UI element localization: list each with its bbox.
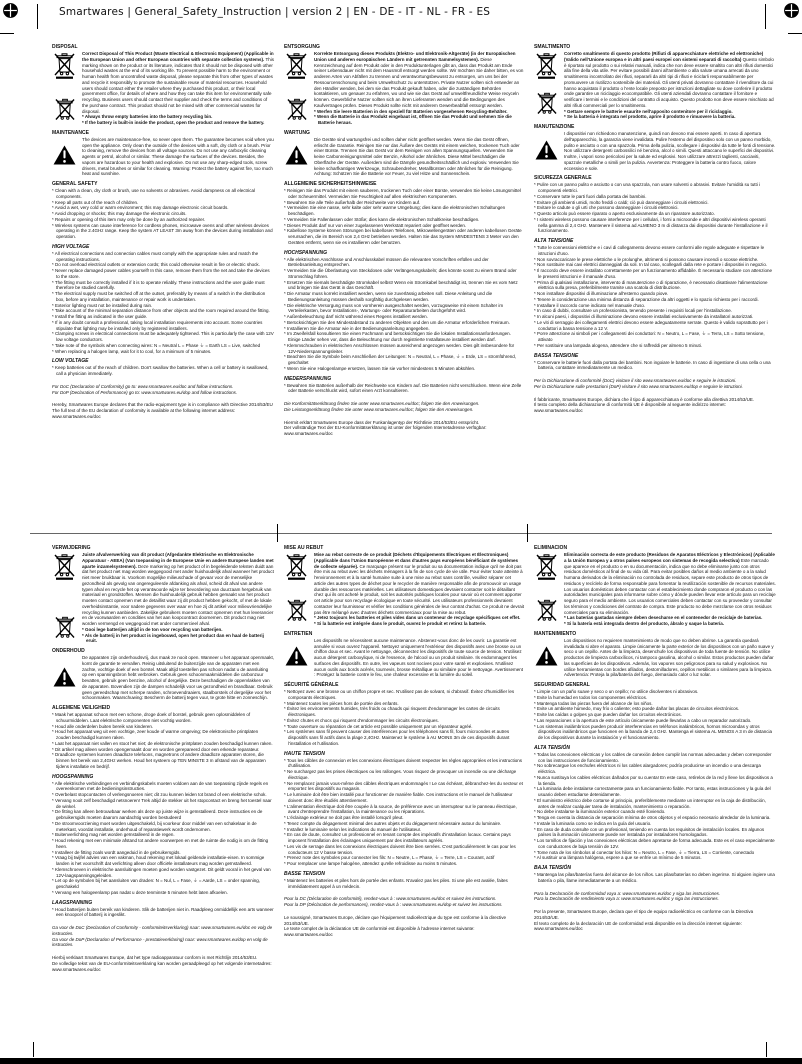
safety-section-title: GENERAL SAFETY [52,181,98,187]
declaration-line: Il fabbricante, Smartwares Europe, dichiara che il tipo di apparecchiatura è conforme alla direttiva 2014/53/UE. [534,396,755,402]
safety-instruction-line: * Installeer de fitting zoals wordt aangeduid in de gebruikersgids. [52,849,181,855]
safety-instruction-line: * The electrical supply must be switched off at the outset, preferably by means of a switch in the distribution box, before any installation, maintenance or repair work is undertaken. [52,291,266,302]
safety-instruction-line: * Ne surchargez pas les prises électriques ou les rallonges. Vous risquez de provoquer un incendie ou une décharge électrique. [284,769,517,780]
safety-instruction-line: * Houd batterijen buiten bereik van kinderen. Slik de batterijen niet in. Raadpleeg onmiddellijk een arts wanneer een knoopcel of batterij is ingeslikt. [52,906,274,918]
safety-section-title: SICUREZZA GENERALE [534,175,592,182]
maintenance-section [52,655,274,701]
safety-instruction-line: * Repairs or opening of this item may only be done by an authorized repairer. [52,216,206,222]
safety-sections [52,705,274,918]
doc-dop-links [284,401,524,413]
safety-section-title: ALTA TENSIONE [534,238,574,244]
disposal-body-text: Questo simbolo è riportato sul prodotto o sui relativi manuali, indica che non deve essere smaltito con altri rifiuti domestici alla fine della vita utile. Per evitare possibili danni all'ambiente o alla salute umana arrecati da uno smaltimento incontrollato dei rifiuti, separarli da altri tipi di rifiuti e riciclarli responsabilmente per promuovere un riutilizzo sostenibile dei materiali. Gli utenti privati dovranno contattare il rivenditore da cui hanno acquistato il prodotto o l'ente locale preposto per istruzioni dettagliate su dove conferire il prodotto onde garantire un riciclaggio ecocompatibile. Gli utenti aziendali dovranno contattare il fornitore e verificare i termini e le condizioni del contratto di acquisto. Questo prodotto non deve essere mischiato ad altri rifiuti commerciali per lo smaltimento. [564,56,774,108]
safety-instruction-line: * Ne remplacez jamais vous-même des câbles électriques endommagés ! Le cas échéant, débranchez-les du secteur et emportez les dispositifs au magasin. [284,780,523,792]
battery-bullet-line: * Gettare sempre le batterie esaurite nell'apposito contenitore per il riciclaggio. [564,108,733,114]
doc-dop-links [52,384,274,396]
battery-bullet-line: * If the battery is built-in inside the product, open the product and remove the battery. [82,120,265,125]
safety-instruction-line: * Conservare tutte le parti fuori dalla portata dei bambini. [534,193,647,199]
weee-bin-barred-icon [536,53,557,79]
maintenance-body-text: I dispositivi non richiedono manutenzione, quindi non devono mai essere aperti. In caso di apertura dell'apparecchio, la garanzia viene invalidata. Pulire l'esterno del dispositivo solo con un panno morbido, pulito e asciutto o con una spazzola. Prima della pulizia, scollegare i dispositivi da tutte le fonti di tensione. Non utilizzare detergenti carbossilici né benzina, alcol o simili. Questi attaccano le superfici dei dispositivi. Inoltre, i vapori sono pericolosi per la salute ed esplosivi. Non utilizzare attrezzi taglienti, cacciaviti, spazzole metalliche o simili per la pulizia. Avvertenza: Proteggere la batteria contro fuoco, calore eccessivo e sole. [564,131,776,171]
maintenance-section [52,137,274,177]
disposal-icon-column [284,552,309,627]
safety-instruction-line: * Clamping screws in electrical connections must be adequately tightened. This is particularly the case with 12V low voltage conductors. [52,331,274,342]
safety-instruction-line: * Pour remplacer une lampe halogène, attendez qu'elle refroidisse au moins 5 minutes. [284,861,458,866]
language-block-es [534,545,776,1050]
language-block-nl [52,545,274,1050]
safety-instruction-line: * Évitez chutes et chocs qui risquent d'endommager les circuits électroniques. [284,717,439,723]
maintenance-section [534,638,776,678]
maintenance-icon-column [284,638,309,678]
safety-instruction-line: * When replacing a halogen lamp, wait for it to cool, for a minimum of 5 minutes. [52,348,212,354]
disposal-body-text: Ce marquage présent sur le produit ou sa documentation indique qu'il ne doit pas être mis au rebut avec les déchets ménagers à la fin de son cycle de vie utile. Pour éviter toute atteinte à l'environnement et à la santé humaine suite à une mise au rebut sans contrôle, veuillez séparer cet article des autres types de déchet pour le recycler de manière responsable afin de promouvoir un usage durable des ressources matérielles. Les utilisateurs domestiques devraient contacter soit le détaillant chez qui ils ont acheté le produit, soit les autorités publiques locales pour savoir où et comment apporter cet article pour son recyclage écologique en toute sécurité. Les utilisateurs professionnels devraient contacter leur fournisseur et vérifier les conditions générales de leur contrat d'achat. Ce produit ne devrait pas être mélangé avec d'autres déchets commerciaux pour la mise au rebut. [314,563,524,615]
safety-instruction-line: * Evite un ambiente húmedo, muy frío o caliente; esto puede dañar las placas de circuitos electrónicos. [534,706,740,712]
disposal-lead-text: Corretto smaltimento di questo prodotto (Rifiuti di apparecchiature elettriche ed elettroniche) (Valido nell'Unione europea e in altri paesi europei con sistemi separati di raccolta) [564,51,764,62]
doc-link-line: Per la Dichiarazione di conformité (DoC) visitare il sito www.smartwares.eu/doc e seguire le istruzioni. [534,378,737,383]
safety-instruction-line: * Evite las caídas o golpes ya que pueden dañar los circuitos electrónicos. [534,712,682,717]
disposal-lead-text: Correct Disposal of This Product (Waste Electrical & Electronic Equipment) (Applicable in the European Union and other European countries with separate collection systems). [82,51,274,62]
weee-bin-icon [287,599,307,622]
safety-section-title: SEGURIDAD GENERAL [534,682,590,688]
safety-instruction-line: * Prima di qualsiasi installazione, intervento di manutenzione o di riparazione, è necessario disattivare l'alimentazione elettrica sulla presa, preferibilmente tramite una scatola di distribuzione. [534,279,768,291]
safety-instruction-line: * Vervang nooit zelf beschadigd netsnoeren! Trek altijd de stekker uit het stopcontact en breng het toestel naar de winkel. [52,797,272,809]
safety-instruction-line: * Kabellose Systeme können Störungen bei kabellosen Telefonen, Mikrowellengeräten oder anderen kabellosen Geräte verursachen, die im Bereich von 2,4 GHz betrieben werden. Halten Sie das System MINDESTENS 3 Meter von den Geräten entfernt, wenn sie es installieren oder benutzen. [284,228,522,245]
safety-instruction-line: * Exterior lighting must not be installed during rain. [52,302,153,308]
safety-instruction-line: * Non sovraccaricare le prese elettriche o le prolunghe, altrimenti si possono causare incendi o scosse elettriche. [534,256,759,262]
safety-instruction-line: * Porre attenzione ai simboli per i collegamenti dei conduttori: N = Neutro, L = Fase, ⏚ = Terra, LS = Sotto tensione, attivato [534,331,765,342]
battery-disposal-bullets [564,109,776,121]
maintenance-icon-column [534,638,559,678]
safety-instruction-line: * Nunca sustituya los cables eléctricos dañados por su cuenta! En este caso, retírelos de la red y lleve los dispositivos a la tienda. [534,774,773,786]
disposal-icon-column [284,51,309,126]
safety-instruction-line: * Wireless systems can cause interference for cordless phones, microwave ovens and other wireless devices operating in the 2.4GHz range. Keep the system AT LEAST 3m away from the devices during installation and operation. [52,222,273,239]
safety-instruction-line: * Maintenez toutes les pièces hors de portée des enfants. [284,700,399,706]
safety-instruction-line: * Die elektrische Versorgung muss von vornherein ausgeschaltet werden, vorzugsweise mit einem Schalter im Verteilerkasten, bevor Installations-, Wartungs- oder Reparaturarbeiten durchgeführt wird. [284,302,504,314]
safety-instruction-line: * No debe instalarse la iluminación exterior cuando esté lloviendo. [534,809,666,815]
disposal-lead-text: Eliminación correcta de este producto (Residuos de Aparatos Eléctricos y Electrónicos) (Aplicable a la Unión Europea y a otros países europeos con sistemas de recogida selectiva) [564,552,775,563]
safety-instruction-line: * Limpie con un paño suave y seco o un cepillo; no utilice disolventes ni abrasivos. [534,689,699,694]
battery-bullet-line: * Si la batería está integrada dentro del producto, ábralo y saque la batería. [564,621,725,626]
disposal-section [534,552,776,627]
safety-instruction-line: * Laat het apparaat niet vallen en stoot het niet; de elektronische printplaten zouden beschadigd kunnen raken. [52,740,273,746]
disposal-paragraph [314,552,524,615]
doc-dop-links [534,378,776,390]
weee-bin-icon [537,599,557,622]
safety-instruction-line: * Vervang een halogeenlamp pas nadat u deze tenminste 5 minuten hebt laten afkoelen. [52,889,228,895]
safety-instruction-line: * Wenn Sie eine Halogenlampe ersetzen, lassen Sie sie vorher mindestens 5 Minuten abkühlen. [284,365,476,371]
safety-instruction-line: * Dieses Produkt darf nur von einer zugelassenen Werkstatt repariert oder geöffnet werden. [284,222,467,228]
disposal-section [52,552,274,644]
declaration-line: Hereby, Smartwares Europe declares that the radio-equipment type is in compliance with Directive 2014/53/EU [52,402,273,408]
warning-triangle-icon [53,667,76,687]
disposal-lead-text: Juiste afvalverwerking van dit product (Afgedankte Elektrische en Elektronische Apparatuur - AEEA) (Van toepassing in de Europese Unie en andere Europese landen met aparte inzamelsystemen). [82,552,274,569]
crop-mark [788,33,802,34]
disposal-body-text: Deze markering op het product of in begeleidende teksten duidt aan dat het product niet mag worden weggegooid met ander huishoudelijk afval wanneer het product niet meer bruikbaar is. Voorkom mogelijke milieuschade of gevaar voor de menselijke gezondheid als gevolg van ongereguleerde afdanking als afval, scheid dit afval van andere typen afval en recycle het op verantwoorde wijze ter bevordering van duurzaam hergebruik van materiaal en grondstoffen. Mensen die huishoudelijk gebruik hebben gemaakt van het product moeten contact opnemen met de detaillist waar zij dit product hebben gekocht, of met de lokale overheidsinstantie, voor nadere gegevens over waar en hoe zij dit artikel voor milieuvriendelijke recycling kunnen aanbieden. Zakelijke gebruikers moeten contact opnemen met hun leverancier en de voorwaarden en condities van het aan koopcontract doornemen. Dit product mag niet worden vermengd en weggegooid met ander commercieel afval. [82,563,274,626]
maintenance-section-title: MANTENIMIENTO [534,630,577,637]
battery-disposal-bullets [82,627,274,644]
safety-instruction-line: * Evite la humedad en todos los componentes eléctricos. [534,694,648,700]
disposal-icon-column [52,51,77,126]
battery-disposal-bullets [314,615,524,627]
safety-instruction-line: * Tenga en cuenta la distancia de separación mínima de otros objetos y el espacio necesario alrededor de la luminaria. [534,815,771,820]
battery-disposal-bullets [314,109,524,126]
weee-bin-icon [55,616,75,639]
safety-instruction-line: * Questo articolo può essere riparato o aperto esclusivamente da un riparatore autorizzato. [534,211,715,216]
safety-instruction-line: * El suministro eléctrico debe cortarse al principio, preferiblemente mediante un interruptor en la caja de distribución, antes de realizar cualquier tarea de instalación, mantenimiento o reparación. [534,797,766,809]
safety-instruction-line: * Avoid a wet, very cold or warm environment; this may damage electronic circuit boards. [52,205,229,211]
maintenance-body-text: De apparaten zijn onderhoudsvrij, dus maak ze nooit open. Wanneer u het apparaat openmaakt, komt de garantie te vervallen. Reinig uitsluitend de buitenzijde van de apparaten met een zachte, vochtige doek of een borstel. Maak altijd toestellen pas schoon nadat u de aansluiting op een spanningsbron hebt verbroken. Gebruik geen schoonmaakmiddelen die carbonzuur bevatten, gebruik geen benzine, alcohol of dergelijke. Deze beschadigen de oppervlakken van de apparaten. Bovendien zijn de dampen schadelijk voor uw gezondheid en brandbaar. Gebruik geen gereedschap met scherpe randen, schroevendraaiers, staalborstels of dergelijke voor het schoonmaken. Waarschuwing: Bescherm de batterij tegen vuur, te grote hitte en zonneschijn. [82,655,274,701]
safety-instruction-line: * Le luminaire doit être bien installé pour fonctionner de manière fiable. Ces instructions et le manuel de l'utilisateur doivent donc être étudiés attentivement. [284,792,513,803]
disposal-section [534,51,776,120]
safety-section-title: BASSA TENSIONE [534,352,579,359]
maintenance-section-title: WARTUNG [284,129,310,136]
battery-bullet-line: * Als de batterij in het product is ingebouwd, open het product dan en haal de batterij eruit. [82,632,264,644]
weee-bin-icon [55,98,75,121]
safety-section-title: SÉCURITÉ GÉNÉRALE [284,682,339,688]
maintenance-body-text: Die Geräte sind wartungsfrei und sollten daher nicht geöffnet werden. Wenn Sie das Gerät öffnen, erlischt die Garantie. Reinigen Sie nur das Äußere des Geräts mit einem weichen, trockenen Tuch oder einer Bürste. Trennen Sie das Gerät vor dem Reinigen von allen Spannungsquellen. Verwenden Sie keine Carbonreinigungsmittel oder Benzin, Alkohol oder ähnliches. Diese Mittel beschädigen die Oberfläche der Geräte. Außerdem sind die Dämpfe gesundheitsschädlich und explosiv. Verwenden Sie keine scharfkantigen Werkzeuge, Schraubendreher, Metallbürsten oder ähnliches für die Reinigung. Achtung: Schützen Sie die Batterie vor Feuer, zu viel Hitze und Sonnenschein. [314,136,520,177]
safety-instruction-line: * Houd rekening met een minimale afstand tot andere voorwerpen en met de ruimte die nodig is om de fitting heen. [52,838,269,849]
disposal-paragraph [82,552,274,627]
safety-instruction-line: * L'éclairage extérieur ne doit pas être installé lorsqu'il pleut. [284,815,404,820]
battery-bullet-line: * Wenn die Batterie in das Produkt eingebaut ist, öffnen Sie das Produkt und nehmen Sie die Batterie heraus. [314,114,512,125]
maintenance-icon-column [52,137,77,177]
safety-instruction-line: * Installez le luminaire selon les indications du manuel de l'utilisateur. [284,826,422,832]
weee-bin-barred-icon [286,53,307,79]
safety-instruction-line: * I sistemi wireless possono causare interferenze per i cellulari, i forni a microonde e altri dispositivi wireless operanti nella gamma di 2,4 GHz. Mantenere il sistema ad ALMENO 3 m di distanza dai dispositivi durante l'installazione e il funzionamento. [534,216,768,234]
disposal-paragraph [564,552,776,615]
maintenance-section [534,131,776,171]
safety-instruction-line: * Overbelast stopcontacten of verlengsnoeren niet; dit zou kunnen leiden tot brand of een elektrische schok. [52,792,267,797]
safety-section-title: LOW VOLTAGE [52,358,89,365]
maintenance-icon-column [284,137,309,177]
battery-bullet-line: * Se la batteria è integrata nel prodotto, aprire il prodotto e rimuovere la batteria. [564,114,736,120]
eu-declaration [534,909,776,932]
disposal-paragraph [82,51,274,114]
safety-instruction-line: * De stroomvoorziening moet worden uitgeschakeld, bij voorkeur door middel van een schakelaar in de meterkast, voordat installatie, onderhoud of reparatiewerk wordt ondernomen. [52,820,257,832]
declaration-line: www.smartwares.eu/doc [534,408,583,413]
declaration-line: www.smartwares.eu/doc [52,413,101,419]
eu-declaration [284,420,524,437]
safety-sections [52,181,274,377]
doc-dop-links [52,925,274,948]
safety-instruction-line: * Maintenez les batteries et piles hors de portée des enfants. N'avalez pas les piles. Si une pile est avalée, faites immédiatement appel à un médecin. [284,877,508,889]
disposal-section-title: SMALTIMENTO [534,44,571,50]
safety-instruction-line: * En caso de duda consulte con un profesional, teniendo en cuenta los requisitos de instalación locales. En algunos países la iluminación únicamente puede ser instalada por instaladores homologados. [534,826,765,838]
safety-instruction-line: * In caso di dubbi, consultare un professionista, tenendo presente i requisiti locali per l'installazione. [534,308,732,314]
safety-instruction-line: * Do not overload electrical outlets or extension cords; this could otherwise result in fire or electric shock. [52,262,260,268]
safety-instruction-line: * Instale la luminaria como se indica en la guía del usuario. [534,820,652,826]
safety-section-title: HOCHSPANNUNG [284,249,327,256]
safety-instruction-line: * Keep all parts out of the reach of children. [52,199,139,205]
doc-link-line: For DoP (Declaration of Performance) go to: www.smartwares.eu/dop and follow instructions. [52,389,238,395]
doc-link-line: Die Leistungserklärung finden Sie unter www.smartwares.eu/doc; folgen Sie den Anweisungen. [284,406,474,412]
doc-link-line: Pour la DP (Déclaration de performances), rendez-vous à : www.smartwares.eu/dop et suivez les instructions. [284,902,503,907]
safety-instruction-line: * No sobrecargue los enchufes eléctricos ni los cables alargadores; podría producirse un incendio o una descarga eléctrica. [534,763,761,774]
battery-disposal-bullets [82,114,274,126]
safety-instruction-line: * Buitenverlichting mag niet worden geïnstalleerd in de regen. [52,832,175,838]
safety-instruction-line: * Houd het apparaat weg uit een vochtige, zeer koude of warme omgeving; De elektronische printplaten zouden beschadigd kunnen raken. [52,729,259,740]
warning-triangle-icon [53,145,76,165]
safety-instruction-line: * Tome nota de los símbolos al conectar los hilos: N = Neutro, L = Fase, ⏚ = Tierra, LS = Corriente, conectado [534,849,755,855]
safety-instruction-line: * Im Zweifelsfall konsultieren Sie einen Fachmann und berücksichtigen Sie die lokalen Installationsanforderungen. Einige Länder sehen vor, dass die Beleuchtung nur durch registrierte Installateure installiert werden darf. [284,331,511,342]
declaration-line: Le soussigné, Smartwares Europe, déclare que l'équipement radioélectrique du type est conforme à la directive 2014/53/UE. [284,914,506,926]
declaration-line: The full text of the EU declaration of conformity is available at the following internet address: [52,408,236,413]
safety-instruction-line: * Tenere in considerazione una minima distanza di separazione da altri oggetti e lo spazio richiesto per i raccordi. [534,296,759,302]
safety-instruction-line: * Tutte le connessioni elettriche e i cavi di collegamento devono essere conformi alle regole adeguate e rispettare le istruzioni d'uso. [534,245,765,256]
crop-mark [37,4,38,29]
safety-instruction-line: * Prenez note des symboles pour connecter les fils: N = Neutre, L = Phase, ⏚ = Terre, LS = Courant, actif [284,855,495,861]
safety-instruction-line: * Mantenga las pilas/baterías fuera del alcance de los niños. Las pilas/baterías no deben ingerirse. Si alguien ingiere una batería o pila, llame inmediatamente a un médico. [534,872,775,883]
weee-bin-barred-icon [54,53,75,79]
maintenance-icon-column [534,131,559,171]
battery-bullet-line: * Werfen Sie leere Batterien in den speziell für Batterien vorgesehenen Recycling-Behälter. [314,108,508,114]
safety-section-title: HOOGSPANNING [52,773,94,780]
crop-mark [765,4,766,29]
warning-triangle-icon [285,646,308,666]
safety-instruction-line: * Avoid dropping or shocks; this may damage the electronic circuits. [52,211,187,216]
disposal-lead-text: Korrekte Entsorgung dieses Produkts (Elektro- und Elektronik-Altgeräte) (in der Europäischen Union und anderen europäischen Ländern mit getrennten Sammelsystemen). [314,51,516,62]
safety-instruction-line: * Evitare gli ambienti umidi, molto freddi o caldi; ciò può danneggiare i circuiti elettronici. [534,199,709,205]
disposal-section-title: ENTSORGUNG [284,44,320,50]
disposal-icon-column [534,51,559,120]
doc-link-line: Pour la DC (Déclaration de conformité), rendez-vous à : www.smartwares.eu/doc et suivez les instructions. [284,896,497,902]
safety-instruction-line: * Beachten Sie die Symbole beim Anschließen der Leitungen: N = Neutral, L = Phase, ⏚ = Erde, LS = stromführend, geschaltet [284,354,516,365]
safety-instruction-line: * Alle elektrischen Anschlüsse und Anschlusskabel müssen die relevanten Vorschriften erfüllen und der Betriebsanleitung entsprechen. [284,256,489,268]
safety-instruction-line: * In alcuni paesi, i dispositivi di illuminazione devono essere installati esclusivamente da installatori autorizzati. [534,314,754,319]
safety-instruction-line: * Vraag bij twijfel advies van een vakman, houd rekening met lokaal geldende installatie-eisen. In sommige landen is het voorschrift dat verlichting alleen door officiële installateurs mag worden geïnstalleerd. [52,855,265,866]
safety-instruction-line: * Vermeiden Sie die Überlastung von Steckdosen oder Verlängerungskabeln; dies könnte sonst zu einem Brand oder Stromschlag führen. [284,268,517,279]
disposal-paragraph [314,51,524,109]
maintenance-section-title: ENTRETIEN [284,630,313,637]
safety-instruction-line: * Non sostituire mai cavi elettrici danneggiati da soli. In tal caso, scollegarli dalla rete e portare i dispositivi in negozio. [534,262,768,268]
maintenance-section [284,638,524,678]
battery-disposal-bullets [564,615,776,627]
sheet-title: Smartwares | General_Safety_Instruction | version 2 | EN - DE - IT - NL - FR - ES [59,6,491,18]
safety-section-title: HIGH VOLTAGE [52,243,90,250]
disposal-body-text: This marking shown on the product or its literature, indicates that it should not be disposed with other household wastes at the end of its working life. To prevent possible harm to the environment or human health from uncontrolled waste disposal, please separate this from other types of wastes and recycle it responsibly to promote the sustainable reuse of material resources. Household users should contact either the retailer where they purchased this product, or their local government office, for details of where and how they can take this item for environmentally safe recycling. Business users should contact their supplier and check the terms and conditions of the purchase contract. This product should not be mixed with other commercial wastes for disposal. [82,56,274,114]
doc-link-line: Die Konformitätserklärung finden Sie unter www.smartwares.eu/doc; folgen Sie den Anweisungen. [284,401,480,406]
safety-section-title: ALLGEMEINE SICHERHEITSHINWEISE [284,181,377,187]
disposal-section-title: DISPOSAL [52,44,78,50]
safety-instruction-line: * Non installare dispositivi di illuminazione all'esterno quando piove. [534,291,669,296]
safety-instruction-line: * Nettoyez avec une brosse ou un chiffon propre et sec. N'utilisez pas de solvant, ni d'abrasif. Évitez d'humidifier les composants électriques. [284,689,515,700]
safety-instruction-line: * L'alimentation électrique doit être coupée à la source, de préférence avec un interrupteur sur le panneau électrique, avant d'entreprendre l'installation, la maintenance ou les réparations. [284,803,517,815]
maintenance-body-text: Los dispositivos no requieren mantenimiento de modo que no deben abrirse. La garantía quedará invalidada si abre el aparato. Limpie únicamente la parte exterior de los dispositivos con un paño suave y seco o un cepillo. Antes de la limpieza, desenchufe los dispositivos de toda fuente de tensión. No utilice productos de limpieza carboxílicos, ni tampoco gasolina, alcohol o similar. Estos productos pueden dañar las superficies de los dispositivos. Además, los vapores son peligrosos para su salud y explosivos. No utilice herramientas con bordes afilados, destornilladores, cepillos metálicos o similares para la limpieza. Advertencia: Proteja la pila/batería del fuego, demasiado calor o luz solar. [564,637,774,678]
disposal-body-text: Este marcado que aparece en el producto o en su documentación, indica que no debe eliminarse junto con otros residuos domésticos al final de su vida útil. Para evitar posibles daños al medio ambiente o a la salud humana derivados de la eliminación no controlada de residuos, separe este producto de otros tipos de residuos y recíclelo de forma responsable para fomentar la reutilización sostenible de recursos materiales. Los usuarios domésticos deben contactar con el establecimiento donde compraron el producto o con las autoridades municipales para informarse sobre cómo y dónde pueden llevar este artículo para un reciclaje seguro para el medio ambiente. Los usuarios comerciales deben contactar con su proveedor y consultar los términos y condiciones del contrato de compra. Este producto no debe mezclarse con otros residuos comerciales para su eliminación. [564,557,776,615]
safety-section-title: ALGEMENE VEILIGHEID [52,705,111,711]
disposal-section [284,552,524,627]
safety-instruction-line: * Klemmschrauben in elektrischen Anschlüssen müssen ausreichend angezogen werden. Dies gilt insbesondere für 12V-Niederspannungsleiter. [284,342,515,354]
safety-instruction-line: * Klemschroeven in elektrische aansluitingen moeten goed worden vastgezet. Dit geldt vooral in het geval van 12V-laagspanningsgeleiden. [52,866,271,878]
safety-instruction-line: * Al sustituir una lámpara halógena, espere a que se enfríe un mínimo de 5 minutos. [534,855,702,861]
safety-instruction-line: * Il raccordo deve essere installato correttamente per un funzionamento affidabile. È necessario studiare con attenzione le presenti istruzioni e il manuale d'uso. [534,268,773,279]
safety-instruction-line: * Conservare le batterie fuori dalla portata dei bambini. Non ingoiare le batterie. In caso di ingestione di una cella o una batteria, contattare immediatamente un medico. [534,359,771,371]
safety-instruction-line: * Toute ouverture ou réparation de cet article est possible uniquement par un réparateur agréé. [284,723,473,729]
safety-instruction-line: * Take account of the minimal separation distance from other objects and the room required around the fitting. [52,308,270,314]
safety-instruction-line: * The fitting must be correctly installed if it is to operate reliably. These instructions and the user guide must therefore be studied carefully. [52,279,265,291]
disposal-lead-text: Mise au rebut correcte de ce produit (Déchets d'Équipements Électriques et Électroniques) (Applicable dans l'Union Européenne et dans d'autres pays européens bénéficiant de systèmes de collecte séparée). [314,552,518,569]
language-block-it [534,44,776,531]
safety-instruction-line: * Reinigen Sie das Produkt mit einem sauberen, trockenen Tuch oder einer Bürste, verwenden Sie keine Lösungsmittel oder Scheuermittel. Vermeiden Sie Feuchtigkeit auf allen elektrischen Komponenten. [284,188,521,199]
doc-link-line: Para la Declaración de conformidad vaya a: www.smartwares.eu/doc y siga las instrucciones. [534,890,721,896]
safety-instruction-line: * Los tornillos de fijación y las conexiones eléctricas deben apretarse de forma adecuada. Este es el caso especialmente con conductores de baja tensión de 12V. [534,838,775,849]
safety-sections [534,682,776,884]
safety-instruction-line: * Le viti di serraggio dei collegamenti elettrici devono essere adeguatamente serrate. Questo è valido soprattutto per i conduttori a bassa tensione a 12 V. [534,319,768,331]
safety-instruction-line: * Never replace damaged power cables yourself! In this case, remove them from the net and take the devices to the store. [52,268,270,279]
warning-triangle-icon [285,145,308,165]
battery-bullet-line: * Las baterías gastadas siempre deben desecharse en el contenedor de reciclaje de baterías. [564,615,763,621]
weee-bin-barred-icon [536,554,557,580]
safety-sections [534,175,776,371]
eu-declaration [284,915,524,938]
safety-instruction-line: * Install the fitting as indicated in the user guide. [52,314,148,319]
safety-instruction-line: * Todas las conexiones eléctricas y los cables de conexión deben cumplir las normas adecuadas y deben corresponder con las instrucciones de funcionamiento. [534,751,772,763]
safety-instruction-line: * Los sistemas inalámbricos pueden producir interferencias en teléfonos inalámbricos, hornos microondas y otros dispositivos inalámbricos que funcionen en la banda de 2,4 GHz. Mantenga el sistema AL MENOS A 3 m de distancia de los dispositivos durante la instalación y el funcionamiento. [534,723,772,740]
safety-instruction-line: * Bewahren Sie alle Teile außerhalb der Reichweite von Kindern auf. [284,199,421,205]
safety-instruction-line: * Vermeiden Sie Fallenlassen oder Stöße; dies kann die elektronischen Schaltkreise beschädigen. [284,216,480,222]
declaration-line: El texto completo de la declaración UE de conformidad está disponible en la dirección internet siguiente: www.smartwares.eu/doc [534,920,742,932]
safety-instruction-line: * Per sostituire una lampada alogena, attendere che si raffreddi per almeno 5 minuti. [534,342,703,348]
safety-instruction-line: * En cas de doute, consultez un professionnel en tenant compte des impératifs d'installation locaux. Certains pays imposent l'installation des éclairages uniquement par des installateurs agréés. [284,832,511,843]
safety-instruction-line: * Evitare le cadute o gli urti che possono danneggiare i circuiti elettronici. [534,205,679,211]
safety-instruction-line: * Houd alle onderdelen buiten bereik van kinderen. [52,723,154,729]
declaration-line: Hiermit erklärt Smartwares Europe dass der Funkanlagentyp der Richtlinie 2014/53/EU entspricht. [284,419,480,425]
declaration-line: Por la presente, Smartwares Europe, declara que el tipo de equipo radioeléctrico es conforme con la Directiva 2014/53/UE. [534,909,754,920]
safety-instruction-line: * La luminaria debe instalarse correctamente para un funcionamiento fiable. Por tanto, estas instrucciones y la guía del usuario deben estudiarse detenidamente. [534,786,771,797]
safety-instruction-line: * Take note of the symbols when connecting wires: N = Neutral L = Phase ⏚ = Earth LS = Live, switched [52,342,261,348]
trim-bar [0,1058,802,1064]
safety-instruction-line: * Bewahren Sie Batterien außerhalb der Reichweite von Kindern auf. Die Batterien nicht verschlucken. Wenn eine Zelle oder Batterie verschluckt wird, sofort einen Arzt konsultieren. [284,382,522,394]
language-block-fr [284,545,524,1050]
doc-link-line: Per la Dichiarazione sulle prestazioni (DoP) visitare il sito www.smartwares.eu/dop e seguire le istruzioni. [534,383,743,389]
safety-instruction-line: * Dit artikel mag alleen worden opengemaakt door en worden gerepareerd door een erkende reparateur. [52,746,260,752]
eu-declaration [52,402,274,419]
safety-instruction-line: * Die Armatur muss korrekt installiert werden, wenn sie zuverlässig arbeiten soll. Diese Anleitung und die Bedienungsanleitung müssen deshalb sorgfältig durchgelesen werden. [284,291,493,302]
eu-declaration [52,955,274,972]
safety-instruction-line: * Installieren Sie die Armatur wie in der Bedienungsanleitung angegeben. [284,325,430,331]
safety-instruction-line: * Außenbeleuchtung darf nicht während eines Regens installiert werden. [284,314,428,319]
battery-bullet-line: * Jetez toujours les batteries et piles vides dans un conteneur de recyclage spécifiques cet effet. [314,615,521,621]
registration-mark-icon [3,3,18,18]
weee-bin-icon [287,98,307,121]
language-grid [52,44,776,1050]
safety-instruction-line: * Ersetzen Sie niemals beschädigte Stromkabel selbst! Wenn ein Stromkabel beschädigt ist, trennen Sie es vom Netz und bringen Sie das Gerät in das Geschäft. [284,279,518,291]
safety-sections [284,682,524,889]
maintenance-body-text: The devices are maintenance-free, so never open them. The guarantee becomes void when you open the appliance. Only clean the outside of the devices with a soft, dry cloth or a brush. Prior to cleaning, remove the devices from all voltage sources. Do not use any carboxylic cleaning agents or petrol, alcohol or similar. These damage the surfaces of the devices. Besides, the vapors are hazardous to your health and explosive. Do not use any sharp-edged tools, screw drivers, metal brushes or similar for cleaning. Warning: Protect the battery against fire, too much heat and sunshine. [82,136,274,177]
safety-section-title: BASSE TENSION [284,870,325,877]
declaration-line: Le texte complet de la déclaration UE de conformité est disponible à l'adresse internet suivante: www.smartwares.eu/doc [284,926,475,937]
disposal-icon-column [534,552,559,627]
safety-instruction-line: * Alle elektrische verbindingen en verbindingskabels moeten voldoen aan de van toepassing zijnde regels en overeenkomen met de bedieningsinstructies. [52,780,269,792]
safety-instruction-line: * De fitting kan alleen betrouwbaar werken als deze op juiste wijze is geïnstalleerd. Deze instructies en de gebruikersgids moeten daarom aandachtig worden bestudeerd [52,809,263,820]
safety-section-title: BAJA TENSIÓN [534,865,572,871]
doc-link-line: Ga voor de DoP (Declaration of Performance - prestatieverklaring) naar: www.smartwares.eu/dop en volg de instructies. [52,936,268,948]
disposal-section-title: ELIMINACIÓN [534,545,568,551]
safety-section-title: NIEDERSPANNUNG [284,375,332,382]
safety-instruction-line: * All electrical connections and connection cables must comply with the appropriate rules and match the operating instructions. [52,250,259,262]
doc-link-line: Para la Declaración de rendimiento vaya a: www.smartwares.eu/doc y siga las instrucciones. [534,896,719,902]
maintenance-section-title: MANUTENZIONE [534,124,575,130]
disposal-section [284,51,524,126]
weee-bin-icon [537,92,557,115]
safety-instruction-line: * Clean with a clean, dry cloth or brush, use no solvents or abrasives. Avoid dampness on all electrical components. [52,188,256,199]
doc-dop-links [534,891,776,903]
safety-instruction-line: * Berücksichtigen Sie den Mindestabstand zu anderen Objekten und den um die Armatur erforderlichen Freiraum. [284,319,510,325]
disposal-body-text: Diese Kennzeichnung auf dem Produkt oder in den Produktunterlagen gibt an, dass das Produkt am Ende seiner Lebensdauer nicht mit dem Hausmüll entsorgt werden sollte. Wir möchten Sie daher bitten, es von anderen Arten von Abfällen zu trennen und verantwortungsbewusst zu entsorgen, um uns bei der Ressourcenschonung und beim Umweltschutz zu unterstützen. Private Nutzer sollten sich entweder an den Händler wenden, bei dem sie das Produkt gekauft haben, oder die zuständigen Behörden kontaktieren, um genauer zu erfahren, wo und wie sie das Gerät auf umweltfreundliche Weise recyceln können. Gewerbliche Nutzer sollten sich an ihren Lieferanten wenden und die Bedingungen des Kaufvertrages prüfen. Dieses Produkt sollte nicht mit anderem Gewerbeabfall entsorgt werden. [314,56,524,108]
maintenance-section-title: MAINTENANCE [52,129,89,136]
doc-link-line: Ga voor de DoC (Declaration of Conformity - conformiteitsverklaring) naar: www.smartwares.eu/doc en volg de instructies. [52,925,273,936]
safety-instruction-line: * Les vis de serrage dans les connexions électriques doivent être bien serrées. C'est particulièrement le cas pour les conducteurs 12 V basse tension. [284,843,516,855]
language-block-de [284,44,524,531]
warning-triangle-icon [535,140,558,160]
warning-triangle-icon [535,646,558,666]
safety-instruction-line: * Draadloze systemen kunnen draadloze telefoons, magnetrons of andere draadloze apparaten storen, die binnen het bereik van 2,4GHz werken. Houd het systeem op TEN MINSTE 3 m afstand van de apparaten tijdens installatie en bedrijf. [52,752,266,769]
maintenance-icon-column [52,655,77,701]
crop-mark [33,1042,34,1057]
safety-sections [284,181,524,394]
safety-instruction-line: * Tous les câbles de connexion et les connexions électriques doivent respecter les règles appropriées et les instructions d'utilisation. [284,757,523,769]
weee-bin-barred-icon [54,554,75,580]
safety-instruction-line: * Las reparaciones o la apertura de este artículo únicamente puede llevarlas a cabo un reparador autorizado. [534,717,752,723]
disposal-section-title: MISE AU REBUT [284,545,324,551]
battery-bullet-line: * Always throw empty batteries into the battery recycling bin. [82,114,213,120]
language-block-en [52,44,274,531]
doc-link-line: For DoC (Declaration of Conformity) go to: www.smartwares.eu/doc and follow instructions. [52,383,234,389]
safety-instruction-line: * Les systèmes sans fil peuvent causer des interférences pour les téléphones sans fil, fours microondes et autres dispositifs sans fil actifs dans la plage 2,4GHz. Maintenez le système à AU MOINS 3m de ces dispositifs durant l'installation et l'utilisation. [284,729,510,746]
declaration-line: Hierbij verklaart Smartwares Europe, dat het type radioapparatuur conform is met Richtlijn 2014/53/EU. [52,955,258,960]
doc-dop-links [284,896,524,908]
eu-declaration [534,397,776,414]
registration-mark-icon [784,3,799,18]
weee-bin-barred-icon [286,554,307,580]
disposal-icon-column [52,552,77,644]
declaration-line: Il testo completo della dichiarazione di conformità UE è disponibile al seguente indirizzo internet: [534,402,726,408]
safety-section-title: ALTA TENSIÓN [534,744,571,751]
safety-instruction-line: * Vermeiden Sie eine nasse, sehr kalte oder sehr warme Umgebung; dies kann die elektronischen Schaltungen beschädigen. [284,205,506,216]
declaration-line: www.smartwares.eu/doc [284,431,333,436]
safety-instruction-line: * Let op de symbolen bij het aansluiten van draden: N = Nul, L = Fase, ⏚ = Aarde, LS = onder spanning, geschakeld [52,878,260,889]
safety-instruction-line: * Keep batteries out of the reach of children. Don't swallow the batteries. When a cell or battery is swallowed, call a physician immediately. [52,365,269,376]
safety-instruction-line: * Mantenga todas las piezas fuera del alcance de los niños. [534,700,653,706]
declaration-line: Der vollständige Text der EU-Konformitätserklärung ist unter der folgenden Internetadresse verfügbar: [284,425,487,431]
battery-bullet-line: * Gooi lege batterijen altijd in de ton voor recycling van batterijen. [82,626,223,632]
disposal-paragraph [564,51,776,109]
safety-instruction-line: * Maak het apparaat schoon met een schone, droge doek of borstel, gebruik geen oplosmiddelen of schuurmiddelen. Laat elektrische componenten niet vochtig worden. [52,712,251,723]
safety-section-title: HAUTE TENSION [284,750,325,757]
safety-section-title: LAAGSPANNING [52,899,93,906]
safety-instruction-line: * If in any doubt consult a professional, taking local installation requirements into account. Some countries stipulate that lighting may be installed only by registered installers. [52,319,263,331]
safety-instruction-line: * Tenez compte du dégagement minimal des autres objets et du dégagement nécessaire autour du luminaire. [284,820,502,826]
disposal-section [52,51,274,126]
crop-mark [0,33,14,34]
disposal-section-title: VERWIJDERING [52,545,91,551]
safety-instruction-line: * Installare il raccordo come indicato nel manuale d'uso. [534,302,646,308]
maintenance-section-title: ONDERHOUD [52,648,85,654]
maintenance-section [284,137,524,177]
maintenance-body-text: Les dispositifs ne nécessitent aucune maintenance. Abstenez-vous donc de les ouvrir. La garantie est annulée si vous ouvrez l'appareil. Nettoyez uniquement l'extérieur des dispositifs avec une brosse ou un chiffon doux et sec. Avant le nettoyage, déconnectez les dispositifs de toute source de tension. N'utilisez aucun détergent carboxylique, ni de l'essence, de l'alcool ou un produit similaire. Ils endommagent les surfaces des dispositifs. En outre, les vapeurs sont nocives pour votre santé et explosives. N'utilisez aucun outils aux bords acérés, tournevis, brosse métallique ou similaire pour le nettoyage. Avertissement : Protégez la batterie contre le feu, une chaleur excessive et la lumière du soleil. [314,637,524,678]
safety-instruction-line: * Pulire con un panno pulito e asciutto o con una spazzola, non usare solventi o abrasivi. Evitare l'umidità su tutti i componenti elettrici. [534,182,760,193]
battery-bullet-line: * Si la batterie est intégrée dans le produit, ouvrez le produit et retirez la batterie. [314,621,487,626]
safety-instruction-line: * Évitez les environnements humides, très froids ou chauds qui risquent d'endommager les cartes de circuits électroniques. [284,706,500,717]
declaration-line: De volledige tekst van de EU-conformiteitsverklaring kan worden geraadpleegd op het volgende internetadres: www.smartwares.eu/doc [52,960,272,972]
